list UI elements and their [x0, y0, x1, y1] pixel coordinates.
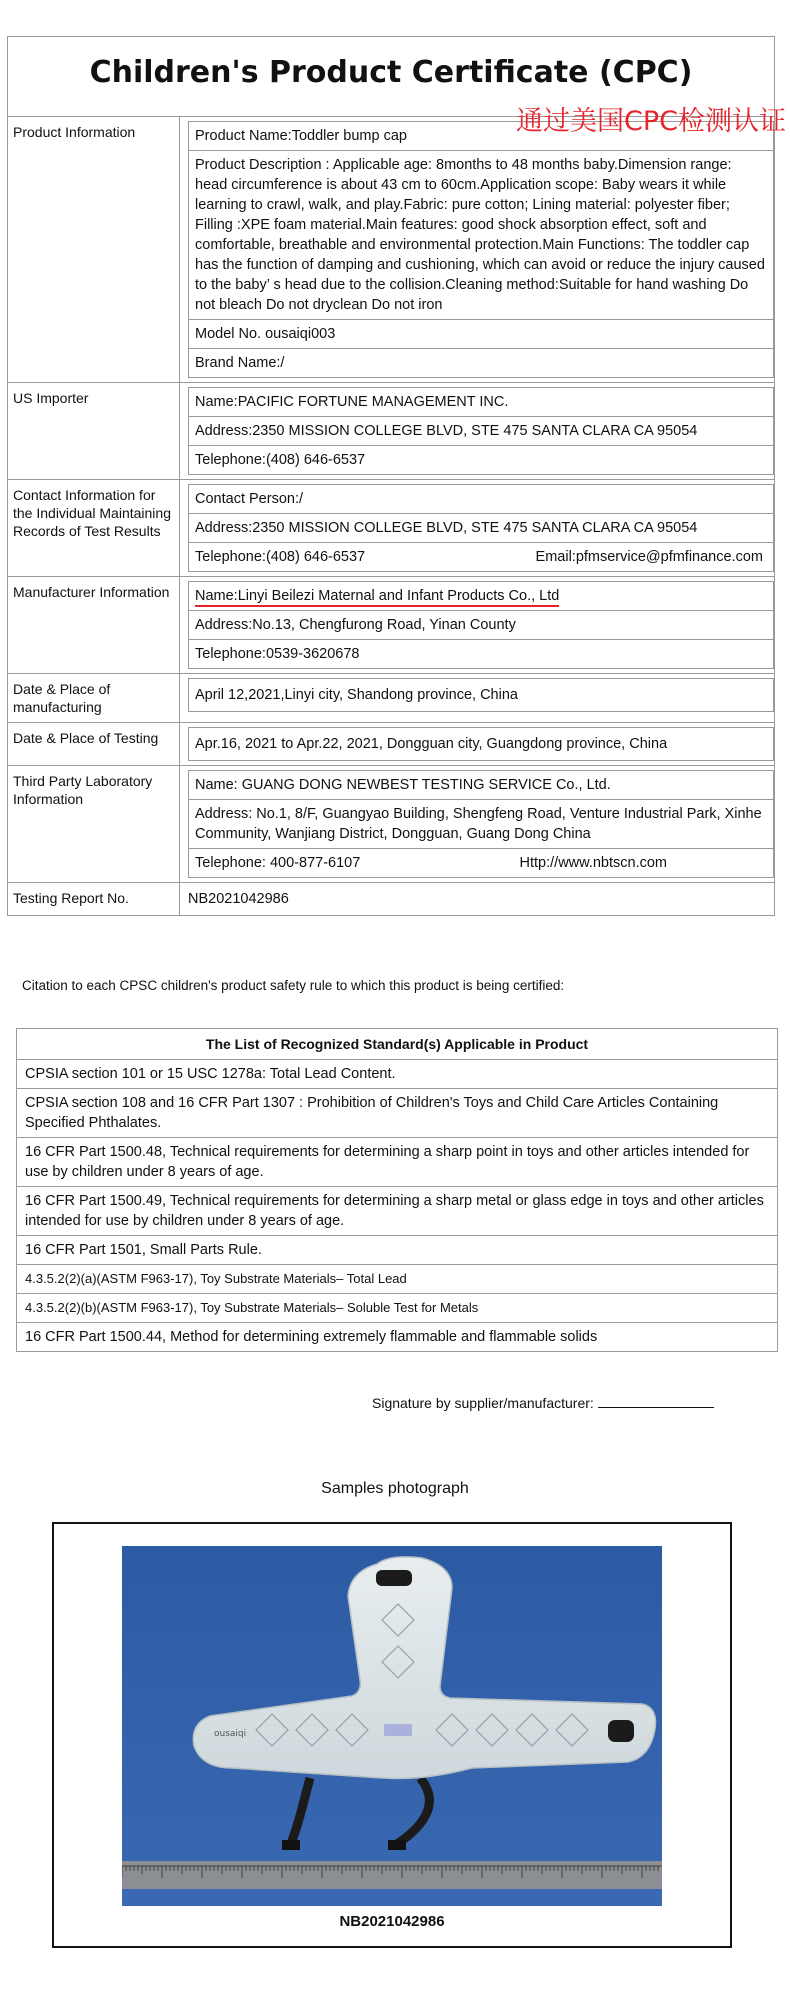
importer-address: Address:2350 MISSION COLLEGE BLVD, STE 475 SANTA CLARA CA 95054 [188, 416, 774, 445]
contact-email: Email:pfmservice@pfmfinance.com [535, 549, 763, 565]
section-label: Contact Information for the Individual Maintaining Records of Test Results [8, 480, 180, 576]
section-manufacturing-date-place [8, 674, 774, 723]
citation-text: Citation to each CPSC children's product safety rule to which this product is being certified: [22, 978, 565, 993]
manufacturer-address: Address:No.13, Chengfurong Road, Yinan County [188, 610, 774, 639]
section-label: Date & Place of manufacturing [8, 674, 180, 722]
contact-telephone: Telephone:(408) 646-6537 [195, 549, 366, 565]
signature-line [598, 1397, 714, 1408]
manufacturer-name-prefix: Name: [195, 588, 238, 604]
manufacturing-value: April 12,2021,Linyi city, Shandong province, China [188, 678, 774, 712]
section-us-importer [8, 383, 774, 480]
section-label: Date & Place of Testing [8, 723, 180, 765]
lab-phone-web-row [188, 848, 774, 878]
certificate-title: Children's Product Certificate (CPC) [89, 55, 693, 90]
signature-block [372, 1395, 714, 1411]
sample-photo [122, 1546, 662, 1906]
brand-name: Brand Name:/ [188, 348, 774, 378]
section-label: US Importer [8, 383, 180, 479]
importer-telephone: Telephone:(408) 646-6537 [188, 445, 774, 475]
standards-table [16, 1028, 778, 1352]
contact-address: Address:2350 MISSION COLLEGE BLVD, STE 475 SANTA CLARA CA 95054 [188, 513, 774, 542]
section-label: Manufacturer Information [8, 577, 180, 673]
cpc-certificate [7, 36, 786, 916]
section-label: Third Party Laboratory Information [8, 766, 180, 882]
testing-value: Apr.16, 2021 to Apr.22, 2021, Dongguan city, Guangdong province, China [188, 727, 774, 761]
importer-name: Name:PACIFIC FORTUNE MANAGEMENT INC. [188, 387, 774, 416]
chinese-overlay-text: 通过美国CPC检测认证 [516, 106, 786, 137]
lab-telephone: Telephone: 400-877-6107 [195, 855, 361, 871]
product-description: Product Description : Applicable age: 8months to 48 months baby.Dimension range: head circumference is about 43 cm to 60cm.Application scope: Baby wears it while learning to crawl, walk, and play.Fabric: pure cotton; Lining material: polyester fiber; Filling :XPE foam material.Main features: good shock absorption effect, soft and comfortable, breathable and environmental protection.Main Functions: The toddler cap has the function of damping and cushioning, which can avoid or reduce the injury caused to the baby’ s head due to the collision.Cleaning method:Suitable for hand washing Do not bleach Do not dryclean Do not iron [188, 150, 774, 319]
standards-heading: The List of Recognized Standard(s) Applicable in Product [17, 1029, 777, 1060]
samples-photo-frame [52, 1522, 732, 1948]
manufacturer-name-underlined [195, 588, 559, 607]
section-label: Product Information [8, 117, 180, 382]
section-product-information [8, 117, 774, 383]
section-contact-information [8, 480, 774, 577]
standard-item: CPSIA section 101 or 15 USC 1278a: Total Lead Content. [17, 1060, 777, 1089]
photo-caption: NB2021042986 [339, 1913, 445, 1930]
contact-phone-email-row [188, 542, 774, 572]
section-label: Testing Report No. [8, 883, 180, 915]
lab-website: Http://www.nbtscn.com [519, 855, 667, 871]
section-manufacturer-information [8, 577, 774, 674]
manufacturer-name-row [188, 581, 774, 610]
section-testing-report [8, 883, 774, 915]
standard-item: 16 CFR Part 1501, Small Parts Rule. [17, 1236, 777, 1265]
product-name: Product Name:Toddler bump cap [188, 121, 774, 150]
standard-item: 4.3.5.2(2)(a)(ASTM F963-17), Toy Substrate Materials– Total Lead [17, 1265, 777, 1294]
samples-photograph-title: Samples photograph [321, 1480, 469, 1497]
contact-person: Contact Person:/ [188, 484, 774, 513]
standard-item: 16 CFR Part 1500.44, Method for determining extremely flammable and flammable solids [25, 1329, 598, 1345]
manufacturer-telephone: Telephone:0539-3620678 [188, 639, 774, 669]
standard-item: 4.3.5.2(2)(b)(ASTM F963-17), Toy Substrate Materials– Soluble Test for Metals [17, 1294, 777, 1323]
standard-item: 16 CFR Part 1500.48, Technical requirements for determining a sharp point in toys and other articles intended for use by children under 8 years of age. [17, 1138, 777, 1187]
signature-label: Signature by supplier/manufacturer: [372, 1395, 594, 1411]
manufacturer-name: Linyi Beilezi Maternal and Infant Products Co., Ltd [237, 588, 560, 604]
standard-item: CPSIA section 108 and 16 CFR Part 1307 : Prohibition of Children's Toys and Child Care Articles Containing Specified Phthalates. [17, 1089, 777, 1138]
standard-item: 16 CFR Part 1500.49, Technical requirements for determining a sharp metal or glass edge in toys and other articles intended for use by children under 8 years of age. [17, 1187, 777, 1236]
lab-address: Address: No.1, 8/F, Guangyao Building, Shengfeng Road, Venture Industrial Park, Xinhe Community, Wanjiang District, Dongguan, Guang Dong China [188, 799, 774, 848]
lab-name: Name: GUANG DONG NEWBEST TESTING SERVICE Co., Ltd. [188, 770, 774, 799]
cap-logo: ousaiqi [214, 1729, 247, 1739]
report-number: NB2021042986 [188, 891, 289, 907]
section-third-party-lab [8, 766, 774, 883]
section-testing-date-place [8, 723, 774, 766]
model-number: Model No. ousaiqi003 [188, 319, 774, 348]
